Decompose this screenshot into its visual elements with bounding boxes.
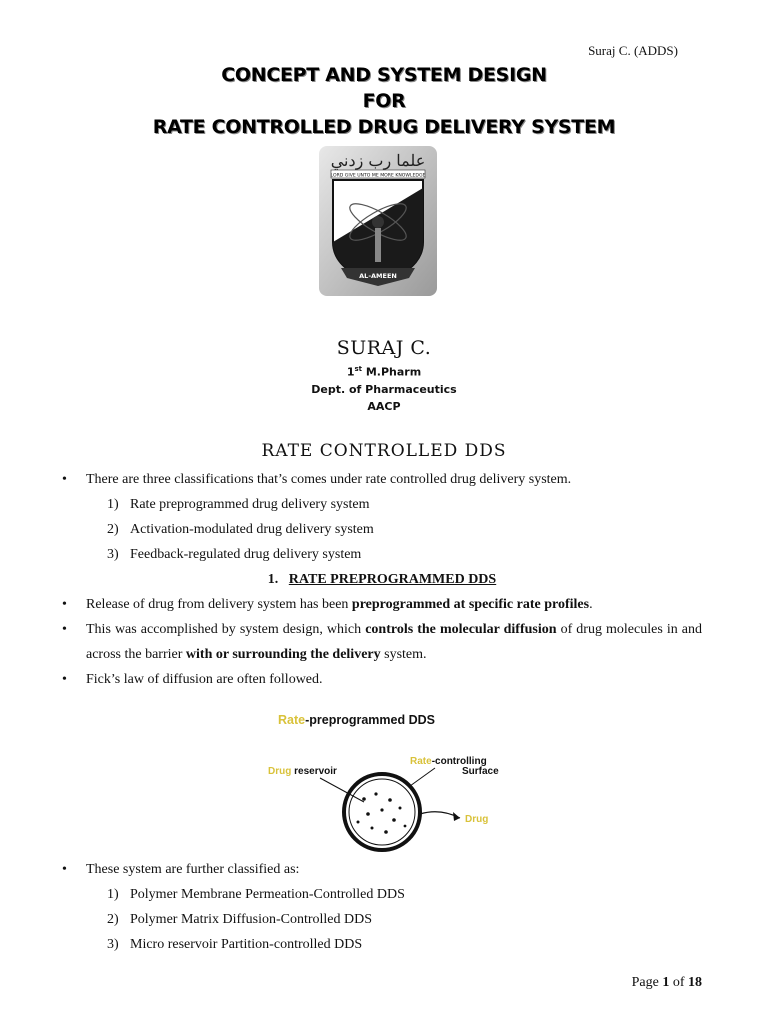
title-line-1: CONCEPT AND SYSTEM DESIGN: [221, 64, 547, 86]
classification-bullet: • These system are further classified as:: [62, 857, 702, 882]
logo-banner: AL-AMEEN: [359, 272, 397, 280]
logo-motto: LORD GIVE UNTO ME MORE KNOWLEDGE: [330, 173, 426, 179]
author-name: SURAJ C.: [336, 337, 432, 359]
diagram-title: Rate-preprogrammed DDS: [278, 713, 435, 727]
author-block: [0, 335, 768, 415]
subsection-heading: 1. RATE PREPROGRAMMED DDS: [267, 572, 497, 587]
header-author-tag: Suraj C. (ADDS): [588, 43, 678, 58]
author-college: AACP: [367, 399, 401, 413]
author-department: Dept. of Pharmaceutics: [311, 382, 457, 396]
intro-section: [62, 467, 702, 692]
inner-membrane: [349, 779, 415, 845]
classification-list: [107, 492, 702, 567]
college-logo: [319, 146, 437, 296]
diagram-label-surface: Rate-controlling: [410, 756, 487, 767]
list-item: 2) Activation-modulated drug delivery system: [107, 522, 374, 537]
section-heading: RATE CONTROLLED DDS: [261, 441, 507, 461]
svg-text:ﻋﻠﻤﺎ رب زدني: ﻋﻠﻤﺎ رب زدني: [330, 151, 426, 170]
author-degree: 1st M.Pharm: [346, 365, 422, 379]
page-number: Page 1 of 18: [631, 975, 702, 990]
classification-section: [62, 857, 702, 957]
drug-particles: [357, 792, 407, 833]
point-3: • Fick’s law of diffusion are often followed.: [62, 667, 702, 692]
list-item: 1) Polymer Membrane Permeation-Controlled DDS: [107, 887, 405, 902]
surface-pointer: [410, 768, 435, 786]
outer-membrane: [344, 774, 420, 850]
list-item: 2) Polymer Matrix Diffusion-Controlled DDS: [107, 912, 373, 927]
list-item: 3) Micro reservoir Partition-controlled DDS: [107, 937, 363, 952]
list-item: 1) Rate preprogrammed drug delivery system: [107, 497, 370, 512]
title-line-2: FOR: [362, 90, 406, 112]
subtype-list: [107, 882, 702, 957]
arrow-head: [453, 812, 460, 821]
list-item: 3) Feedback-regulated drug delivery system: [107, 547, 362, 562]
diagram-label-surface-2: Surface: [462, 766, 499, 777]
document-title: [0, 62, 768, 140]
point-2: • This was accomplished by system design, which controls the molecular diffusion of drug molecules in and across the barrier with or surrounding the delivery system.: [62, 617, 702, 667]
title-line-3: RATE CONTROLLED DRUG DELIVERY SYSTEM: [152, 116, 616, 138]
intro-bullet: • There are three classifications that’s comes under rate controlled drug delivery system.: [62, 467, 702, 492]
diagram-label-drug: Drug: [465, 814, 489, 825]
point-1: • Release of drug from delivery system has been preprogrammed at specific rate profiles.: [62, 592, 702, 617]
rate-preprogrammed-diagram: [260, 704, 520, 854]
diagram-label-reservoir: Drug reservoir: [268, 766, 337, 777]
